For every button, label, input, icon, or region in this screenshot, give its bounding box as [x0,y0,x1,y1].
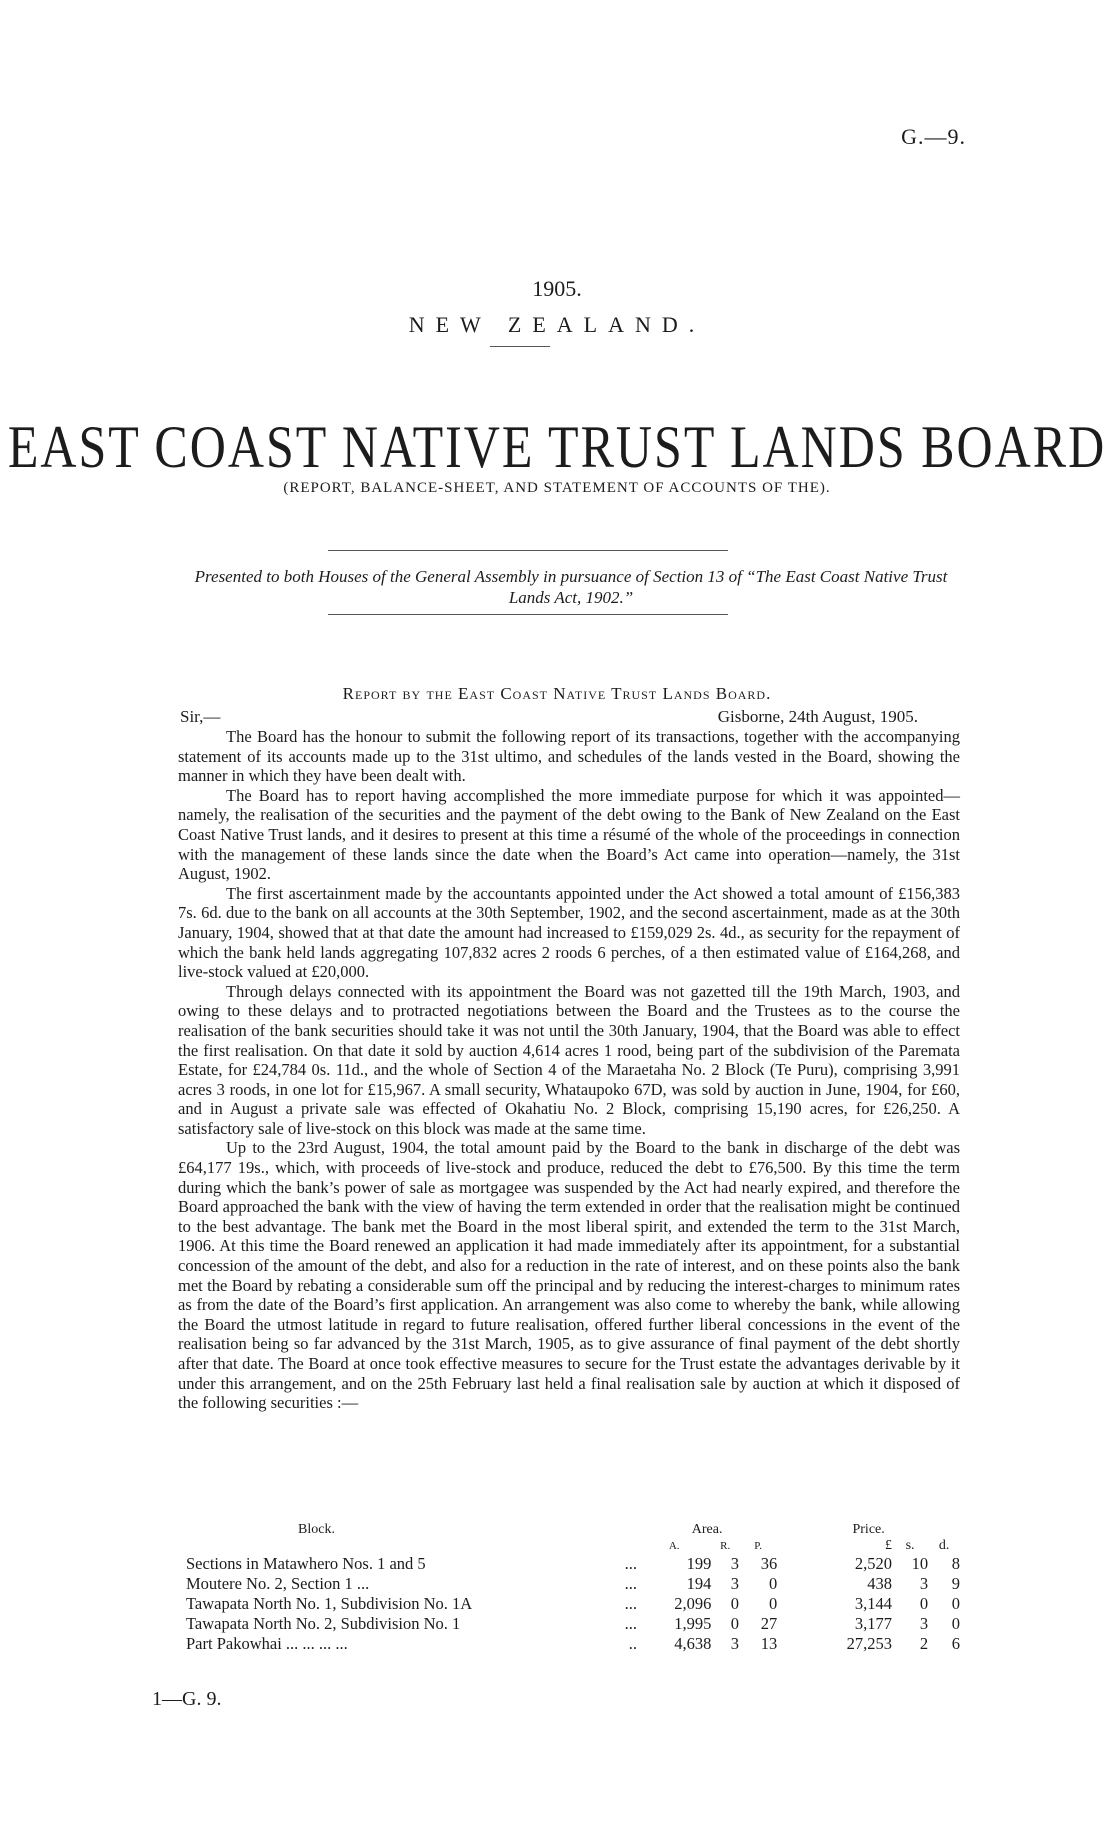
cell-block: Tawapata North No. 2, Subdivision No. 1 [186,1614,461,1633]
divider-top [328,550,728,551]
paragraph: The first ascertainment made by the accountants appointed under the Act showed a total amount of £156,383 7s. 6d. due to the bank on all accounts at the 30th September, 1902, and the second ascertainment, made as at the 30th January, 1904, showed that at that date the amount had increased to £159,029 2s. 4d., as security for the repayment of which the bank held lands aggregating 107,832 acres 2 roods 6 perches, of a then estimated value of £164,268, and live-stock valued at £20,000. [178,883,960,982]
paragraph: The Board has the honour to submit the following report of its transactions, together with the accompanying statement of its accounts made up to the 31st ultimo, and schedules of the lands vested in the Board, showing the manner in which they have been dealt with. [178,727,960,786]
short-divider [490,346,550,347]
cell-pence: 0 [951,1614,960,1633]
cell-roods: 3 [730,1574,739,1593]
cell-dots: ... [624,1574,637,1593]
cell-dots: ... [624,1594,637,1613]
table-row [178,1634,960,1654]
table-row [178,1554,960,1574]
divider-bottom [328,614,728,615]
cell-block: Moutere No. 2, Section 1 ... [186,1574,370,1593]
cell-perches: 36 [760,1554,778,1573]
subheader-roods: R. [720,1540,731,1552]
cell-shillings: 2 [919,1634,929,1653]
cell-pence: 6 [951,1634,960,1653]
cell-pounds: 2,520 [854,1554,892,1573]
table-row [178,1614,960,1634]
cell-pounds: 27,253 [846,1634,892,1653]
document-reference: G.—9. [901,124,966,149]
cell-pounds: 3,144 [854,1594,892,1613]
presentation-note: Presented to both Houses of the General Assembly in pursuance of Section 13 of “The East Coast Native Trust Lands Act, 1902.” [194,567,948,607]
cell-block: Tawapata North No. 1, Subdivision No. 1A [186,1594,473,1613]
cell-block: Part Pakowhai ... ... ... ... [186,1634,348,1653]
year-heading: 1905. [532,276,582,301]
document-title: EAST COAST NATIVE TRUST LANDS BOARD [7,413,1107,481]
cell-perches: 0 [769,1594,778,1613]
cell-shillings: 0 [919,1594,929,1613]
paragraph: Up to the 23rd August, 1904, the total amount paid by the Board to the bank in discharge of the debt was £64,177 19s., which, with proceeds of live-stock and produce, reduced the debt to £76,500. By this time the term during which the bank’s power of sale as mortgagee was suspended by the Act had nearly expired, and therefore the Board approached the bank with the view of having the term extended in order that the realisation might be continued to the best advantage. The bank met the Board in the most liberal spirit, and extended the term to the 31st March, 1906. At this time the Board renewed an application it had made immediately after its appointment, for a substantial concession of the amount of the debt, and also for a reduction in the rate of interest, and on these points also the bank met the Board by rebating a considerable sum off the principal and by reducing the interest-charges to minimum rates as from the date of the Board’s first application. An arrangement was also come to whereby the bank, while allowing the Board the utmost latitude in regard to future realisation, offered further liberal concessions in the event of the realisation being so far advanced by the 31st March, 1905, as to give assurance of final payment of the debt shortly after that date. The Board at once took effective measures to secure for the Trust estate the advantages derivable by it under this arrangement, and on the 25th February last held a final realisation sale by auction at which it disposed of the following securities :— [178,1138,960,1413]
cell-pence: 9 [951,1574,960,1593]
subheader-perches: P. [754,1540,762,1552]
cell-block: Sections in Matawhero Nos. 1 and 5 [186,1554,426,1573]
cell-roods: 0 [730,1614,739,1633]
cell-acres: 194 [686,1574,712,1593]
cell-acres: 4,638 [674,1634,712,1653]
cell-dots: ... [624,1554,637,1573]
column-header-area: Area. [691,1522,723,1537]
column-header-price: Price. [852,1522,885,1537]
table-row [178,1574,960,1594]
cell-dots: .. [628,1634,637,1653]
cell-pounds: 3,177 [854,1614,892,1633]
cell-acres: 199 [686,1554,712,1573]
cell-perches: 0 [769,1574,778,1593]
cell-dots: ... [624,1614,637,1633]
paragraph: Through delays connected with its appointment the Board was not gazetted till the 19th March, 1903, and owing to these delays and to protracted negotiations between the Board and the Trustees as to the course the realisation of the bank securities should take it was not until the 30th January, 1904, that the Board was able to effect the first realisation. On that date it sold by auction 4,614 acres 1 rood, being part of the subdivision of the Paremata Estate, for £24,784 0s. 11d., and the whole of Section 4 of the Maraetaha No. 2 Block (Te Puru), comprising 3,991 acres 3 roods, in one lot for £15,967. A small security, Whataupoko 67D, was sold by auction in June, 1904, for £60, and in August a private sale was effected of Okahatiu No. 2 Block, comprising 15,190 acres, for £26,250. A satisfactory sale of live-stock on this block was made at the same time. [178,981,960,1138]
page-signature: 1—G. 9. [152,1688,222,1710]
table-header-row [178,1522,960,1538]
report-body [178,727,960,1413]
cell-pence: 0 [951,1594,960,1613]
subheader-pence: d. [938,1538,950,1553]
report-heading: Report by the East Coast Native Trust Lands Board. [342,684,772,703]
cell-perches: 27 [760,1614,778,1633]
column-header-block: Block. [298,1522,335,1537]
salutation: Sir,— [180,707,221,726]
cell-acres: 1,995 [674,1614,712,1633]
table-subheader-row [178,1538,960,1554]
securities-table [178,1522,960,1654]
cell-roods: 0 [730,1594,739,1613]
paragraph: The Board has to report having accomplished the more immediate purpose for which it was appointed—namely, the realisation of the securities and the payment of the debt owing to the Bank of New Zealand on the East Coast Native Trust lands, and it desires to present at this time a résumé of the whole of the proceedings in connection with the management of these lands since the date when the Board’s Act came into operation—namely, the 31st August, 1902. [178,785,960,884]
subheader-shillings: s. [905,1538,915,1553]
cell-perches: 13 [760,1634,778,1653]
cell-pence: 8 [951,1554,960,1573]
subheader-acres: A. [668,1540,680,1552]
cell-shillings: 3 [919,1614,929,1633]
cell-pounds: 438 [867,1574,892,1593]
table-row [178,1594,960,1614]
cell-shillings: 10 [911,1554,929,1573]
document-subtitle: (REPORT, BALANCE-SHEET, AND STATEMENT OF ACCOUNTS OF THE). [283,480,831,496]
country-heading: NEW ZEALAND. [408,312,706,337]
cell-roods: 3 [730,1554,739,1573]
subheader-pounds: £ [885,1538,892,1553]
place-and-date: Gisborne, 24th August, 1905. [717,707,918,726]
cell-shillings: 3 [919,1574,929,1593]
cell-acres: 2,096 [674,1594,712,1613]
cell-roods: 3 [730,1634,739,1653]
